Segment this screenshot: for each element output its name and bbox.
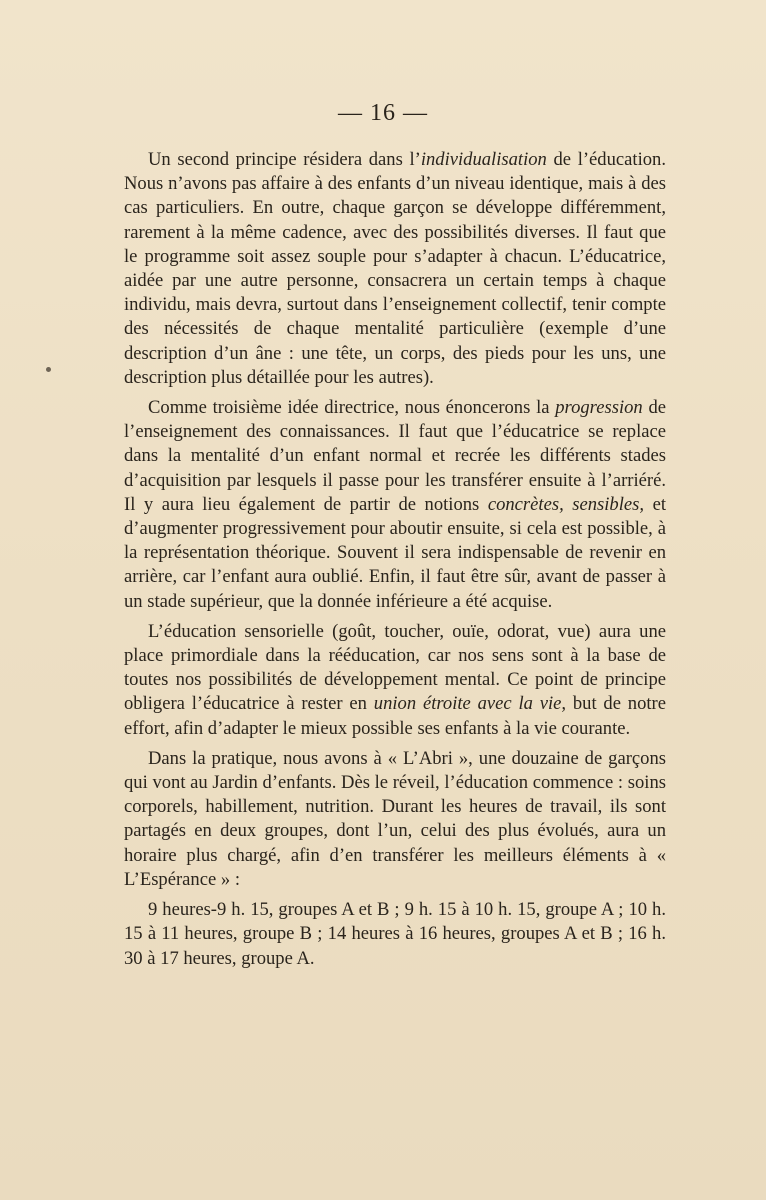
text-run: Comme troisième idée directrice, nous énoncerons la	[148, 397, 556, 419]
italic-term: concrètes, sensibles,	[487, 493, 645, 515]
paper-speck	[46, 367, 51, 372]
text-run: de l’éducation. Nous n’avons pas affaire à des enfants d’un niveau identique, mais à des cas particuliers. En outre, chaque garçon se développe différemment, rarement à la même cadence, avec des possibilités diverses. Il faut que le programme soit assez souple pour s’adapter à chacun. L’éducatrice, aidée par une autre personne, consacrera un certain temps à chaque individu, mais devra, surtout dans l’enseignement collectif, tenir compte des nécessités de chaque mentalité particulière (exemple d’une description d’un âne : une tête, un corps, des pieds pour les uns, une description plus détaillée pour les autres).	[124, 149, 666, 388]
paragraph-individualisation	[124, 148, 666, 390]
text-run: 9 heures-9 h. 15, groupes A et B ; 9 h. 15 à 10 h. 15, groupe A ; 10 h. 15 à 11 heures, groupe B ; 14 heures à 16 heures, groupes A et B ; 16 h. 30 à 17 heures, groupe A.	[124, 899, 666, 969]
page-number: — 16 —	[338, 100, 428, 126]
paragraph-horaire	[124, 898, 666, 971]
body-text	[124, 148, 666, 977]
text-run: et d’augmenter progressivement pour aboutir ensuite, si cela est possible, à la représentation théorique. Souvent il sera indispensable de revenir en arrière, car l’enfant aura oublié. Enfin, il faut être sûr, avant de passer à un stade supérieur, que la donnée inférieure a été acquise.	[124, 493, 666, 612]
paragraph-pratique	[124, 747, 666, 892]
italic-term: progression	[555, 397, 643, 419]
italic-term: union étroite avec la vie,	[373, 693, 567, 715]
text-run: L’éducation sensorielle (goût, toucher, ouïe, odorat, vue) aura une place primordiale dans la rééducation, car nos sens sont à la base de toutes nos possibilités de développement mental. Ce point de principe obligera l’éducatrice à rester en	[124, 620, 666, 715]
text-run: but de notre effort, afin d’adapter le mieux possible ses enfants à la vie courante.	[124, 693, 666, 739]
paragraph-education-sensorielle	[124, 620, 666, 741]
paragraph-progression	[124, 396, 666, 614]
text-run: Un second principe résidera dans l’	[148, 149, 421, 170]
text-run: Dans la pratique, nous avons à « L’Abri », une douzaine de garçons qui vont au Jardin d’enfants. Dès le réveil, l’éducation commence : soins corporels, habillement, nutrition. Durant les heures de travail, ils sont partagés en deux groupes, dont l’un, celui des plus évolués, aura un horaire plus chargé, afin d’en transférer les meilleurs éléments à « L’Espérance » :	[124, 747, 666, 890]
text-run: de l’enseignement des connaissances. Il faut que l’éducatrice se replace dans la mentalité d’un enfant normal et recrée les différents stades d’acquisition par lesquels il passe pour les transférer ensuite à l’arriéré. Il y aura lieu également de partir de notions	[124, 397, 666, 515]
italic-term: individualisation	[420, 149, 547, 170]
